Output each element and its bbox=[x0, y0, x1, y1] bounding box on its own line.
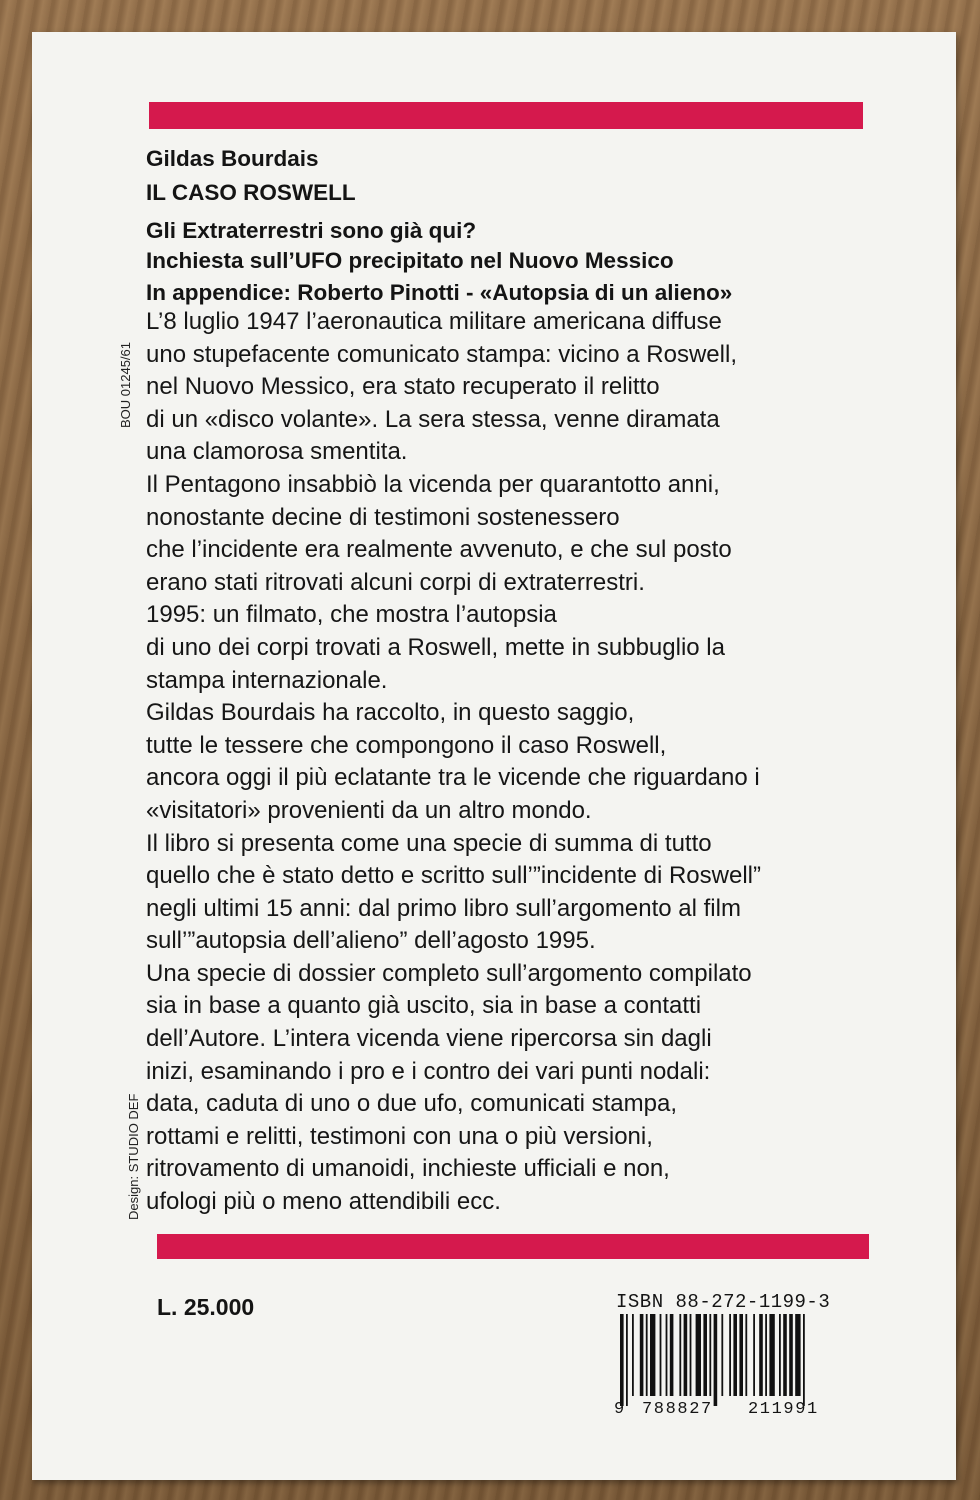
bottom-accent-bar bbox=[157, 1234, 869, 1259]
blurb-text bbox=[146, 306, 881, 1219]
book-title: IL CASO ROSWELL bbox=[146, 180, 356, 205]
isbn-label: ISBN 88-272-1199-3 bbox=[616, 1291, 831, 1313]
barcode-icon bbox=[616, 1314, 866, 1406]
price-label: L. 25.000 bbox=[157, 1294, 255, 1320]
catalog-code: BOU 01245/61 bbox=[118, 341, 133, 428]
top-accent-bar bbox=[149, 102, 863, 129]
subtitle-line-2: Inchiesta sull’UFO precipitato nel Nuovo Messico bbox=[146, 248, 674, 273]
blurb-paragraph: Il libro si presenta come una specie di summa di tutto quello che è stato detto e scritto sull’”incidente di Roswell” negli ultimi 15 anni: dal primo libro sull’argomento al film sull’”autopsia dell’alieno” dell’agosto 1995. bbox=[146, 829, 761, 955]
blurb-paragraph: 1995: un filmato, che mostra l’autopsia di uno dei corpi trovati a Roswell, mette in subbuglio la stampa internazionale. bbox=[146, 601, 725, 694]
design-credit: Design: STUDIO DEF bbox=[126, 1093, 141, 1220]
barcode-digit-group-2: 211991 bbox=[748, 1400, 819, 1419]
book-back-cover bbox=[32, 32, 956, 1480]
blurb-paragraph: Una specie di dossier completo sull’argomento compilato sia in base a quanto già uscito, sia in base a contatti dell’Autore. L’intera vicenda viene ripercorsa sin dagli inizi, esaminando i pro e i contro dei vari punti nodali: data, caduta di uno o due ufo, comunicati stampa, rottami e relitti, testimoni con una o più versioni, ritrovamento di umanoidi, inchieste ufficiali e non, ufologi più o meno attendibili ecc. bbox=[146, 959, 752, 1216]
subtitle-line-1: Gli Extraterrestri sono già qui? bbox=[146, 218, 477, 243]
blurb-paragraph: Il Pentagono insabbiò la vicenda per quarantotto anni, nonostante decine di testimoni sostenessero che l’incidente era realmente avvenuto, e che sul posto erano stati ritrovati alcuni corpi di extraterrestri. bbox=[146, 470, 732, 596]
blurb-paragraph: L’8 luglio 1947 l’aeronautica militare americana diffuse uno stupefacente comunicato stampa: vicino a Roswell, nel Nuovo Messico, era stato recuperato il relitto di un «disco volante». La sera stessa, venne diramata una clamorosa smentita. bbox=[146, 308, 737, 466]
barcode-lead-digit: 9 bbox=[614, 1400, 625, 1419]
blurb-paragraph: Gildas Bourdais ha raccolto, in questo saggio, tutte le tessere che compongono il caso Roswell, ancora oggi il più eclatante tra le vicende che riguardano i «visitatori» provenienti da un altro mondo. bbox=[146, 699, 760, 824]
barcode-digit-group-1: 788827 bbox=[642, 1400, 713, 1419]
author-name: Gildas Bourdais bbox=[146, 146, 319, 171]
subtitle-line-3: In appendice: Roberto Pinotti - «Autopsia di un alieno» bbox=[146, 280, 733, 305]
